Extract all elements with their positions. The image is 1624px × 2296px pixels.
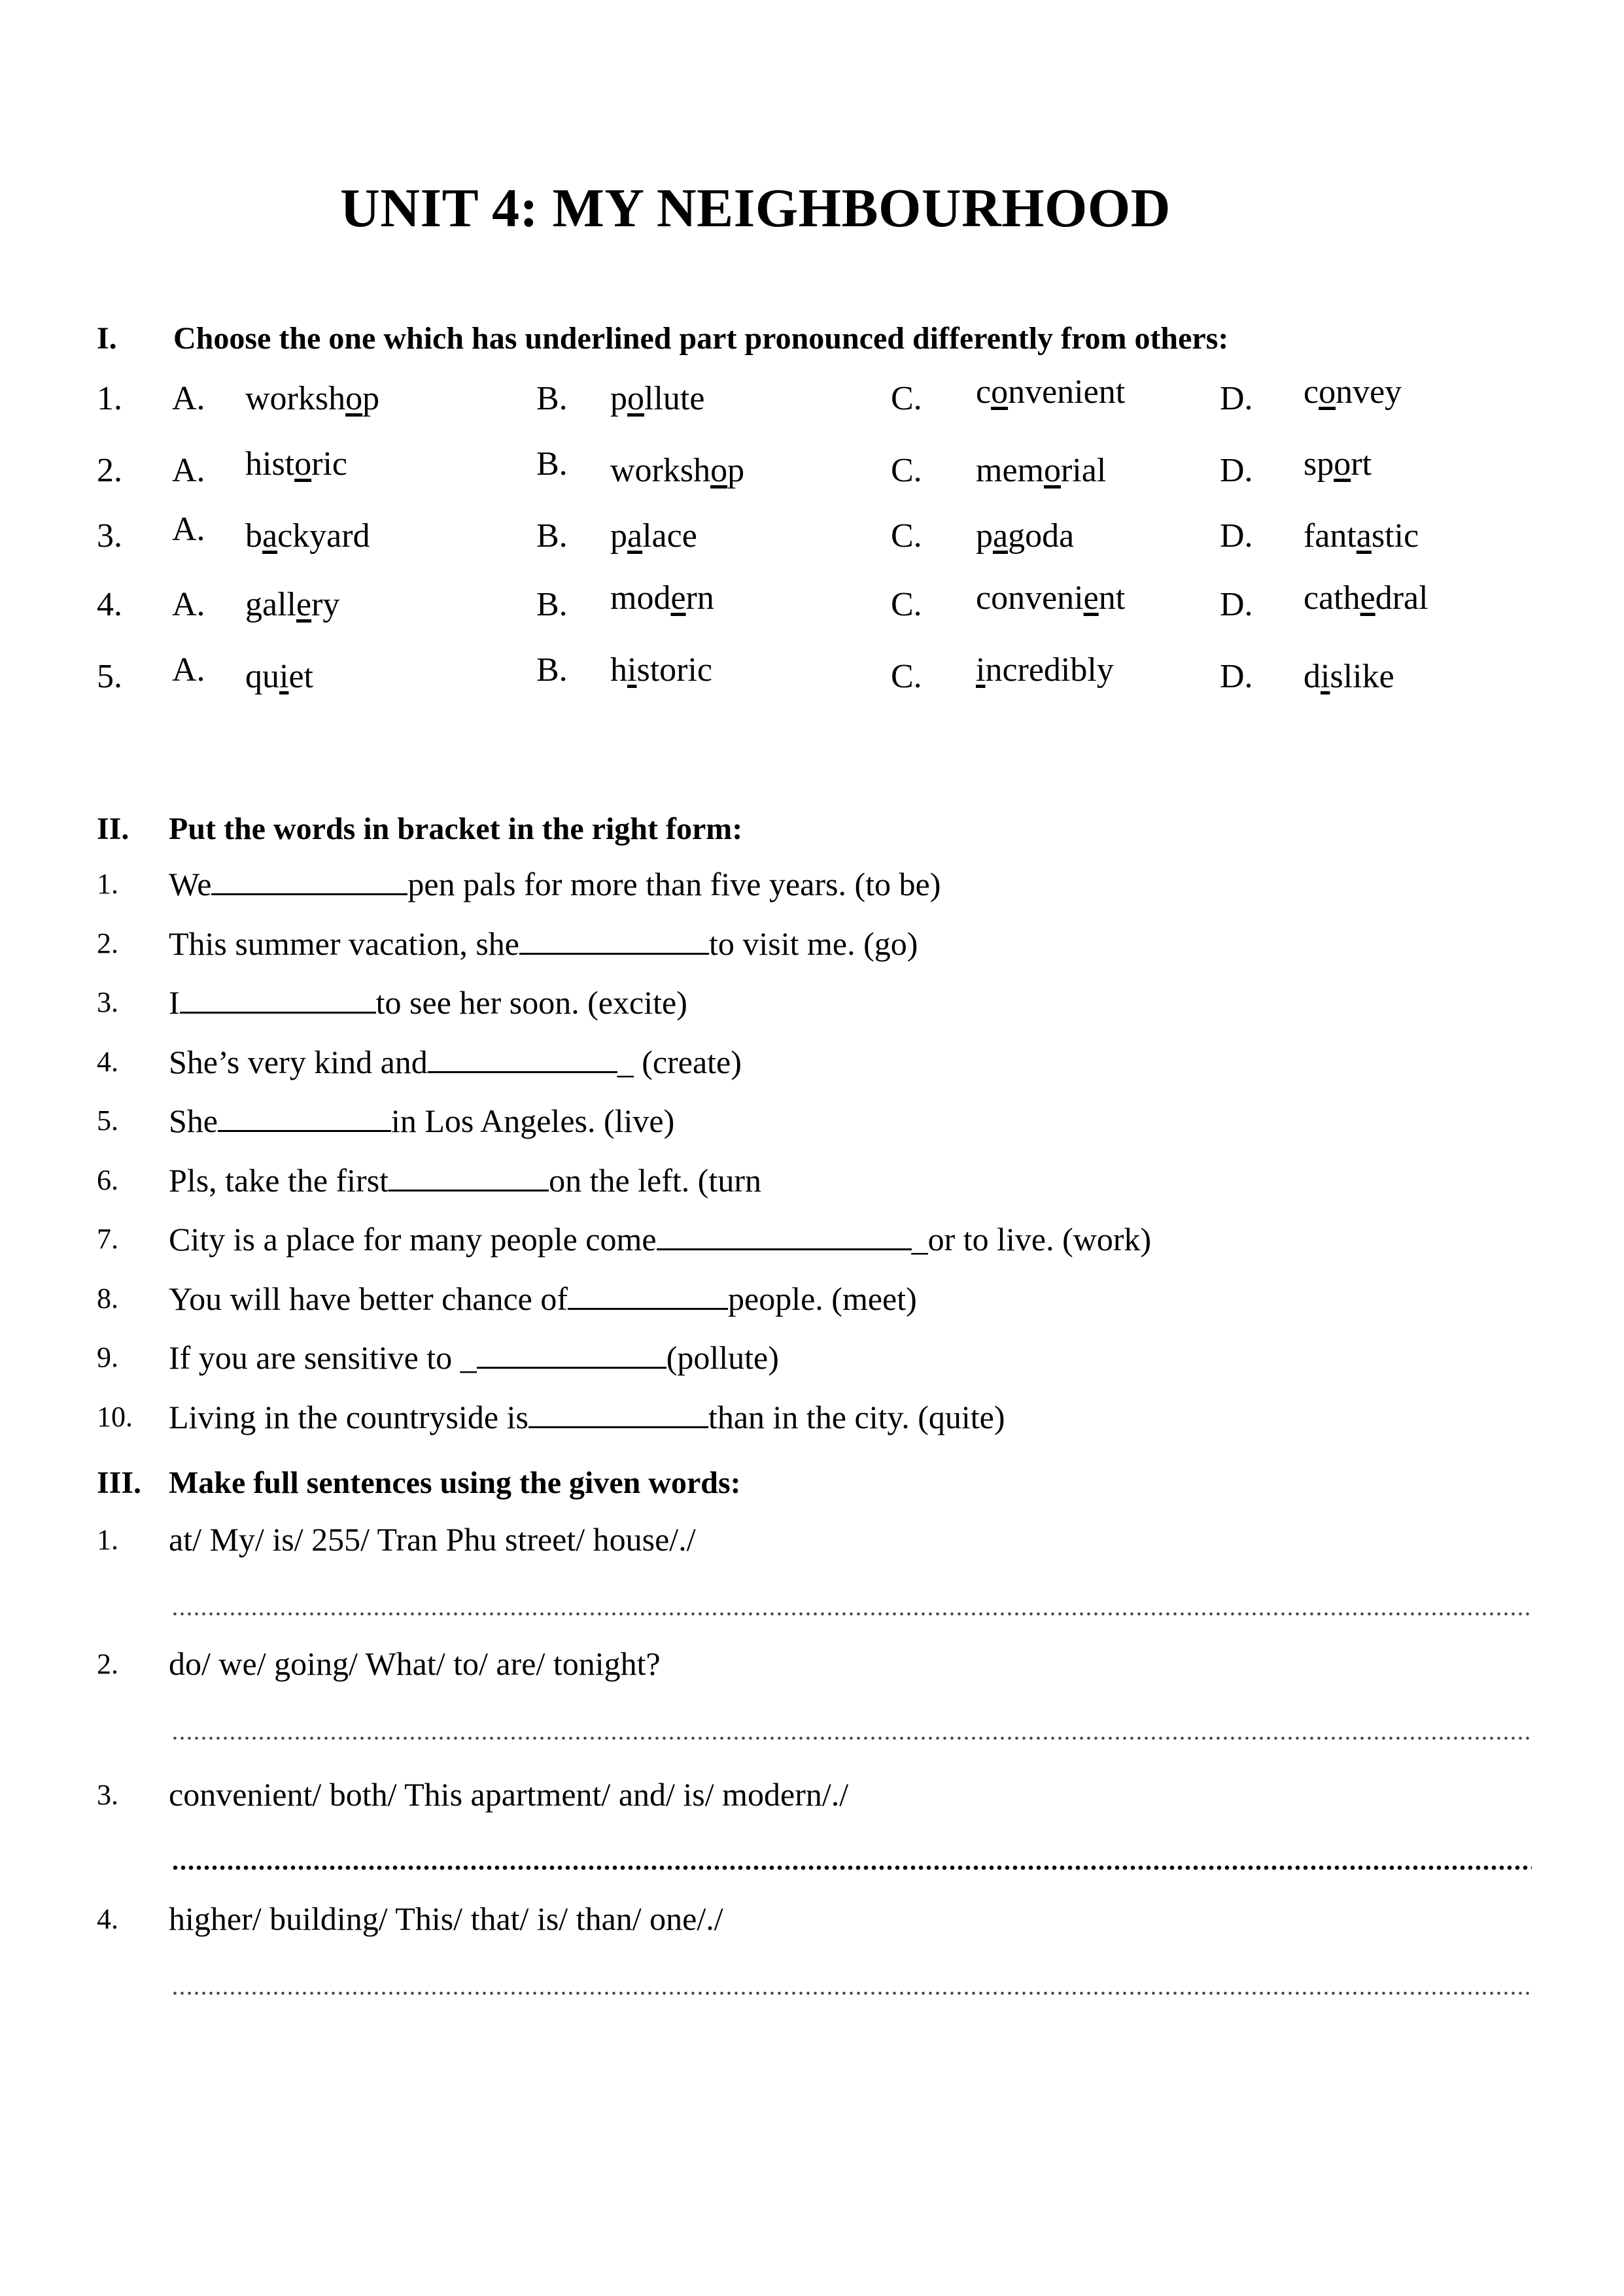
section-3-title: Make full sentences using the given words:	[169, 1465, 741, 1500]
answer-line[interactable]	[171, 1736, 1532, 1740]
option-word-c[interactable]: incredibly	[976, 651, 1114, 689]
question-text: We pen pals for more than five years. (to be)	[169, 866, 941, 902]
option-letter-d: D.	[1220, 380, 1253, 417]
question-number: 2.	[97, 927, 118, 959]
answer-blank[interactable]	[428, 1042, 617, 1073]
option-letter-a: A.	[172, 380, 205, 417]
question-number: 7.	[97, 1223, 118, 1255]
question-number: 3.	[97, 517, 122, 555]
underlined-letter: i	[627, 651, 637, 689]
option-word-c[interactable]: convenient	[976, 579, 1126, 617]
option-letter-b: B.	[536, 445, 568, 483]
option-letter-b: B.	[536, 586, 568, 623]
question-text: If you are sensitive to _ (pollute)	[169, 1339, 779, 1376]
option-word-c[interactable]: pagoda	[976, 517, 1075, 555]
underlined-letter: a	[993, 517, 1009, 555]
section-2-title: Put the words in bracket in the right form:	[169, 812, 743, 846]
question-text: She’s very kind and _ (create)	[169, 1043, 742, 1080]
answer-blank[interactable]	[218, 1101, 391, 1132]
option-letter-a: A.	[172, 651, 205, 689]
question-number: 5.	[97, 1105, 118, 1137]
answer-line[interactable]	[171, 1865, 1532, 1870]
question-text: She in Los Angeles. (live)	[169, 1103, 675, 1139]
question-number: 9.	[97, 1341, 118, 1373]
question-number: 10.	[97, 1400, 133, 1433]
answer-blank[interactable]	[180, 983, 376, 1014]
option-word-a[interactable]: quiet	[245, 658, 313, 695]
question-number: 1.	[97, 1524, 118, 1556]
question-number: 2.	[97, 452, 122, 489]
option-word-a[interactable]: historic	[245, 445, 347, 483]
section-2-heading	[0, 811, 1624, 850]
underlined-letter: o	[627, 380, 644, 417]
question-number: 4.	[97, 1903, 118, 1935]
option-letter-c: C.	[891, 586, 922, 623]
option-letter-d: D.	[1220, 658, 1253, 695]
question-text: I to see her soon. (excite)	[169, 984, 687, 1021]
underlined-letter: o	[1319, 373, 1336, 411]
option-word-c[interactable]: memorial	[976, 452, 1107, 489]
option-word-d[interactable]: convey	[1304, 373, 1402, 411]
underlined-letter: o	[345, 380, 363, 417]
question-number: 1.	[97, 380, 122, 417]
question-text: Pls, take the first on the left. (turn	[169, 1161, 761, 1199]
option-word-a[interactable]: gallery	[245, 586, 340, 623]
section-1-number: I.	[97, 321, 117, 356]
option-word-b[interactable]: workshop	[610, 452, 745, 489]
answer-blank[interactable]	[568, 1279, 728, 1310]
option-letter-c: C.	[891, 658, 922, 695]
mcq-row	[0, 511, 1624, 569]
question-number: 1.	[97, 868, 118, 900]
question-text: You will have better chance of people. (meet)	[169, 1280, 917, 1317]
option-word-b[interactable]: palace	[610, 517, 697, 555]
option-word-d[interactable]: fantastic	[1304, 517, 1419, 555]
section-2-number: II.	[97, 812, 130, 846]
option-letter-c: C.	[891, 517, 922, 555]
underlined-letter: a	[262, 517, 278, 555]
question-number: 4.	[97, 586, 122, 623]
option-letter-b: B.	[536, 517, 568, 555]
option-word-d[interactable]: sport	[1304, 445, 1372, 483]
answer-blank[interactable]	[519, 924, 709, 955]
option-letter-d: D.	[1220, 586, 1253, 623]
question-text: City is a place for many people come _or to live. (work)	[169, 1221, 1152, 1258]
given-words: at/ My/ is/ 255/ Tran Phu street/ house/./	[169, 1521, 696, 1558]
question-number: 3.	[97, 1779, 118, 1811]
underlined-letter: o	[991, 373, 1009, 411]
question-number: 5.	[97, 658, 122, 695]
answer-blank[interactable]	[211, 865, 407, 895]
section-1-title: Choose the one which has underlined part pronounced differently from others:	[173, 321, 1229, 356]
underlined-letter: e	[1083, 579, 1099, 617]
option-word-a[interactable]: workshop	[245, 380, 380, 417]
underlined-letter: i	[976, 651, 986, 689]
underlined-letter: o	[294, 445, 312, 483]
given-words: higher/ building/ This/ that/ is/ than/ one/./	[169, 1900, 723, 1937]
question-text: This summer vacation, she to visit me. (go)	[169, 925, 918, 962]
option-word-b[interactable]: historic	[610, 651, 712, 689]
option-letter-c: C.	[891, 452, 922, 489]
section-3-heading	[0, 1465, 1624, 1504]
answer-blank[interactable]	[389, 1161, 549, 1191]
option-letter-b: B.	[536, 651, 568, 689]
option-word-c[interactable]: convenient	[976, 373, 1126, 411]
option-word-b[interactable]: pollute	[610, 380, 705, 417]
question-number: 8.	[97, 1282, 118, 1314]
underlined-letter: e	[1360, 579, 1375, 617]
option-letter-a: A.	[172, 586, 205, 623]
question-number: 6.	[97, 1163, 118, 1196]
page-title: UNIT 4: MY NEIGHBOURHOOD	[340, 178, 1171, 239]
section-1-heading	[0, 320, 1624, 360]
underlined-letter: o	[1334, 445, 1351, 483]
question-number: 4.	[97, 1045, 118, 1078]
answer-blank[interactable]	[657, 1220, 912, 1250]
underlined-letter: o	[1043, 452, 1061, 489]
mcq-row	[0, 373, 1624, 432]
underlined-letter: i	[279, 658, 289, 695]
section-3-number: III.	[97, 1465, 142, 1500]
underlined-letter: e	[670, 579, 686, 617]
option-letter-d: D.	[1220, 517, 1253, 555]
option-letter-b: B.	[536, 380, 568, 417]
option-word-d[interactable]: cathedral	[1304, 579, 1428, 617]
given-words: do/ we/ going/ What/ to/ are/ tonight?	[169, 1645, 661, 1682]
underlined-letter: i	[1321, 658, 1330, 695]
underlined-letter: a	[627, 517, 643, 555]
mcq-row	[0, 651, 1624, 710]
underlined-letter: a	[1356, 517, 1372, 555]
question-number: 3.	[97, 986, 118, 1018]
question-number: 2.	[97, 1648, 118, 1680]
option-word-b[interactable]: modern	[610, 579, 714, 617]
option-letter-d: D.	[1220, 452, 1253, 489]
underlined-letter: e	[296, 586, 312, 623]
option-letter-a: A.	[172, 452, 205, 489]
answer-line[interactable]	[171, 1612, 1532, 1616]
question-text: Living in the countryside is than in the city. (quite)	[169, 1398, 1005, 1435]
answer-blank[interactable]	[477, 1338, 666, 1369]
underlined-letter: o	[710, 452, 728, 489]
mcq-row	[0, 445, 1624, 504]
mcq-row	[0, 579, 1624, 638]
option-word-d[interactable]: dislike	[1304, 658, 1394, 695]
given-words: convenient/ both/ This apartment/ and/ is/ modern/./	[169, 1776, 849, 1813]
option-letter-a: A.	[172, 511, 205, 548]
answer-blank[interactable]	[528, 1397, 708, 1428]
answer-line[interactable]	[171, 1991, 1532, 1995]
option-letter-c: C.	[891, 380, 922, 417]
option-word-a[interactable]: backyard	[245, 517, 370, 555]
